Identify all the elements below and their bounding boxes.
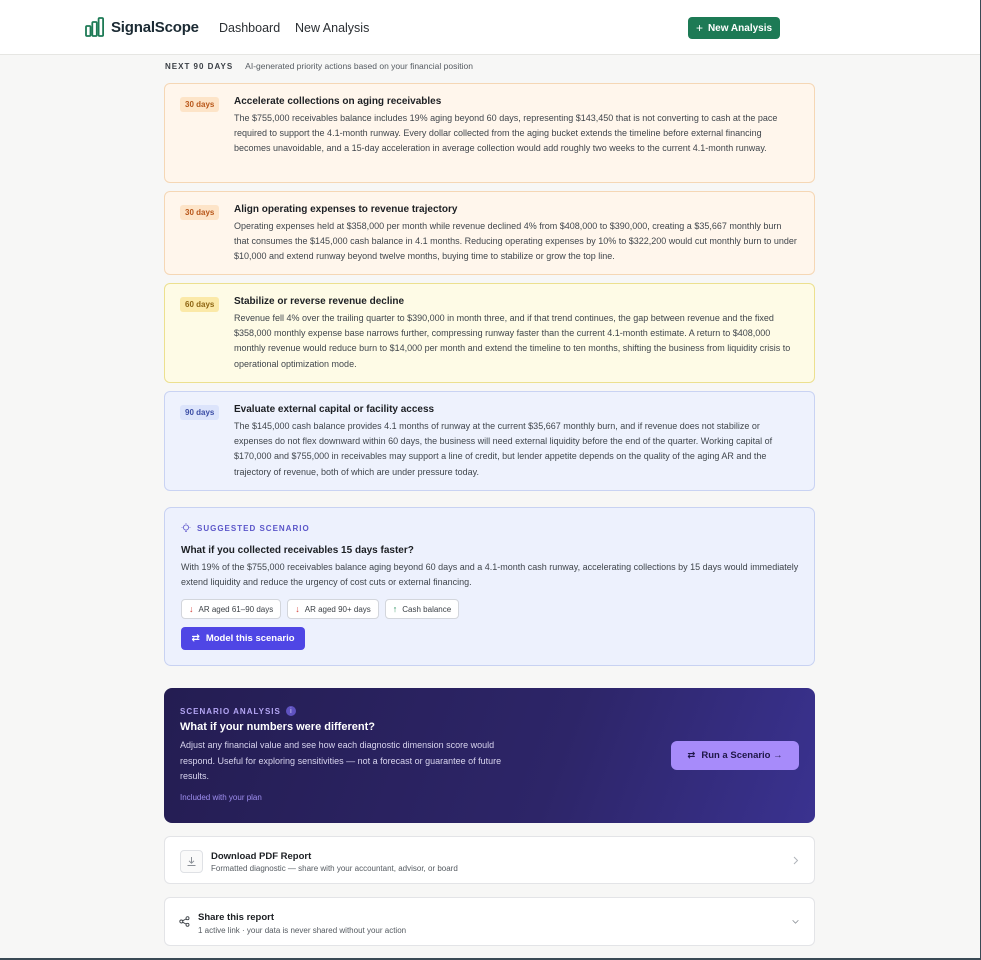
action-card [164, 83, 815, 183]
chip-label: Cash balance [402, 604, 452, 614]
action-card [164, 191, 815, 275]
section-subtitle: AI-generated priority actions based on your financial position [245, 61, 473, 71]
chip-label: AR aged 90+ days [304, 604, 371, 614]
lightbulb-icon [181, 523, 191, 534]
plan-note: Included with your plan [180, 792, 262, 802]
download-icon [180, 850, 203, 873]
scenario-chip[interactable] [181, 599, 281, 619]
download-subtitle: Formatted diagnostic — share with your accountant, advisor, or board [211, 864, 458, 873]
action-body: The $755,000 receivables balance includes 19% aging beyond 60 days, representing $143,450 that is not converting to cash at the pace required to support the 4.1-month runway. Every dollar collected from the aging bucket extends the timeline before external financing becomes unavoidable, and a 15-day acceleration in average collection would add roughly two weeks to the current 4.1-month runway. [234, 113, 778, 154]
action-body: Revenue fell 4% over the trailing quarter to $390,000 in month three, and if that trend continues, the gap between revenue and the fixed $358,000 monthly expense base narrows further, compressing runway faster than the current 4.1-month estimate. A return to $408,000 monthly revenue would reduce burn to $14,000 per month and extend the timeline to ten months, shifting the business from liquidity crisis to operational optimization mode. [234, 313, 791, 369]
timeframe-badge: 30 days [180, 97, 219, 112]
plus-icon: + [695, 21, 703, 35]
scenario-analysis-title: What if your numbers were different? [180, 721, 375, 733]
run-scenario-button[interactable] [671, 741, 799, 770]
bar-chart-logo-icon [85, 17, 104, 37]
action-title: Accelerate collections on aging receivables [234, 96, 442, 107]
share-icon [179, 916, 190, 927]
top-header [0, 0, 980, 55]
suggested-scenario-label: SUGGESTED SCENARIO [197, 524, 310, 533]
chip-label: AR aged 61–90 days [198, 604, 274, 614]
action-title: Evaluate external capital or facility access [234, 404, 435, 415]
brand-name: SignalScope [111, 18, 199, 36]
share-title: Share this report [198, 912, 275, 923]
section-header [165, 61, 473, 71]
timeframe-badge: 90 days [180, 405, 219, 420]
swap-icon: ⇄ [191, 633, 200, 645]
suggested-scenario-header [181, 523, 798, 534]
arrow-down-icon: ↓ [295, 604, 300, 615]
scenario-chip[interactable] [385, 599, 459, 619]
model-scenario-button[interactable] [181, 627, 305, 650]
scenario-chips [181, 599, 798, 619]
timeframe-badge: 60 days [180, 297, 219, 312]
run-scenario-button-label: Run a Scenario → [701, 750, 783, 761]
action-body: Operating expenses held at $358,000 per month while revenue declined 4% from $408,000 to $390,000, creating a $35,667 monthly burn that consumes the $145,000 cash balance in 4.1 months. Reducing operating expenses by 10% to $322,200 would cut monthly burn to under $10,000 and extend runway beyond twelve months, buying time to stabilize or grow the top line. [234, 221, 797, 262]
chevron-down-icon[interactable] [791, 916, 800, 927]
new-analysis-button[interactable] [688, 17, 780, 39]
info-icon[interactable]: i [286, 706, 296, 716]
scenario-description: With 19% of the $755,000 receivables balance aging beyond 60 days and a 4.1-month cash runway, accelerating collections by 15 days would immediately extend liquidity and reduce the urgency of cost cuts or external financing. [181, 562, 799, 588]
timeframe-badge: 30 days [180, 205, 219, 220]
nav-new-analysis[interactable]: New Analysis [295, 21, 370, 35]
suggested-scenario-card [164, 507, 815, 666]
action-title: Stabilize or reverse revenue decline [234, 296, 405, 307]
new-analysis-button-label: New Analysis [707, 22, 773, 34]
nav-dashboard[interactable]: Dashboard [219, 21, 281, 35]
brand-logo[interactable] [85, 17, 199, 37]
scenario-analysis-panel [164, 688, 815, 823]
download-title: Download PDF Report [211, 851, 312, 862]
swap-icon: ⇄ [687, 750, 696, 761]
scenario-analysis-description: Adjust any financial value and see how each diagnostic dimension score would respond. Useful for exploring sensitivities — not a forecast or guarantee of future results. [180, 740, 502, 781]
arrow-up-icon: ↑ [392, 604, 398, 615]
model-scenario-button-label: Model this scenario [205, 633, 295, 645]
action-card [164, 391, 815, 491]
share-subtitle: 1 active link · your data is never shared without your action [198, 926, 407, 935]
scenario-chip[interactable] [287, 599, 379, 619]
action-card [164, 283, 815, 383]
section-title: NEXT 90 DAYS [165, 62, 234, 71]
action-title: Align operating expenses to revenue trajectory [234, 204, 458, 215]
chevron-right-icon [791, 855, 800, 866]
scenario-analysis-label: SCENARIO ANALYSIS [180, 706, 281, 716]
action-body: The $145,000 cash balance provides 4.1 months of runway at the current $35,667 monthly burn, and if revenue does not stabilize or expenses do not flex downward within 60 days, the business will need external liquidity before the end of the quarter. Working capital of $170,000 and $755,000 in receivables may support a line of credit, but lender appetite depends on the quality of the aging AR and the trajectory of revenue, both of which are under pressure today. [234, 421, 773, 477]
scenario-question: What if you collected receivables 15 days faster? [181, 545, 414, 556]
download-pdf-row[interactable] [164, 836, 815, 884]
arrow-down-icon: ↓ [189, 604, 194, 615]
scenario-analysis-header [180, 706, 799, 716]
share-report-row[interactable] [164, 897, 815, 946]
